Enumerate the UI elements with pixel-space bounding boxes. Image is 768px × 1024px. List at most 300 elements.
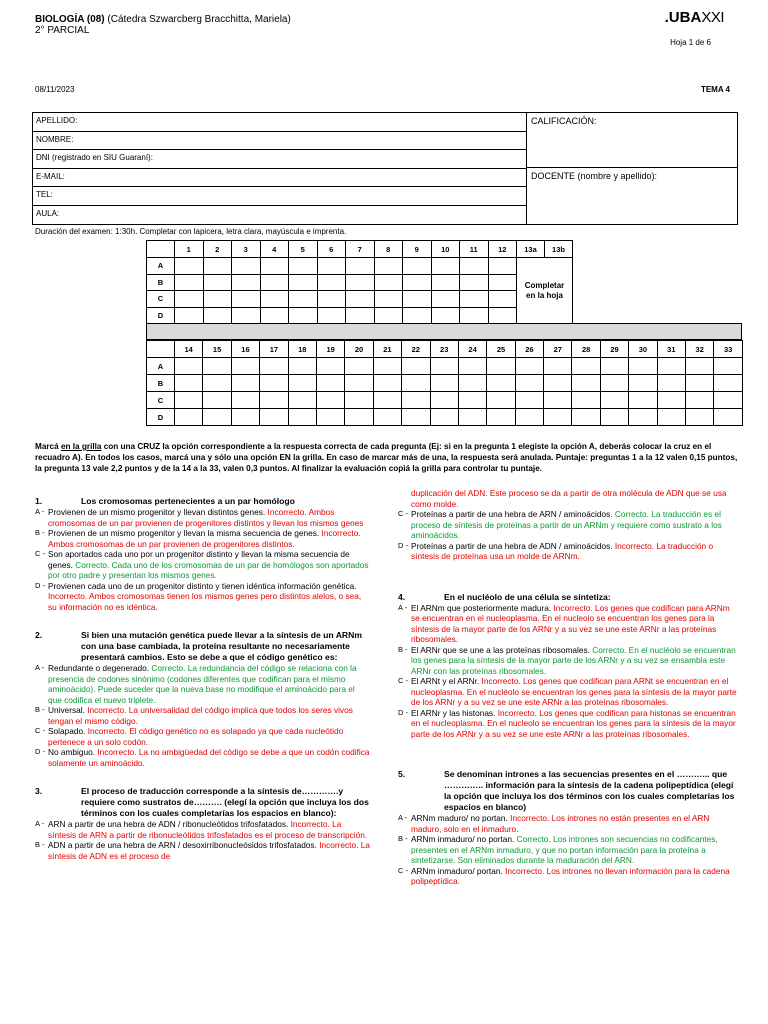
field-aula[interactable]: AULA: bbox=[36, 208, 60, 218]
grid1-cell[interactable] bbox=[289, 274, 318, 291]
grid1-corner bbox=[147, 241, 175, 258]
question-heading bbox=[35, 496, 370, 507]
grid1-cell[interactable] bbox=[431, 307, 460, 324]
answer-option bbox=[35, 507, 370, 528]
q3-remaining-options bbox=[398, 509, 740, 562]
grid2-cell[interactable] bbox=[373, 358, 401, 375]
grid1-cell[interactable] bbox=[203, 274, 232, 291]
grid2-row-label: C bbox=[147, 392, 175, 409]
grid2-cell[interactable] bbox=[686, 358, 714, 375]
grid1-cell[interactable] bbox=[260, 307, 289, 324]
grid2-row-label: A bbox=[147, 358, 175, 375]
grid1-cell[interactable] bbox=[289, 291, 318, 308]
grid2-col-15: 15 bbox=[203, 341, 231, 358]
grid2-cell[interactable] bbox=[600, 375, 628, 392]
grid1-cell[interactable] bbox=[175, 291, 204, 308]
question-number: 1. bbox=[35, 496, 43, 506]
grid2-cell[interactable] bbox=[487, 375, 515, 392]
grid1-cell[interactable] bbox=[346, 291, 375, 308]
grid2-header-row bbox=[147, 341, 743, 358]
option-letter: B - bbox=[35, 705, 45, 714]
grid2-cell[interactable] bbox=[600, 409, 628, 426]
grid2-cell[interactable] bbox=[260, 392, 288, 409]
grid2-cell[interactable] bbox=[657, 392, 685, 409]
grid2-col-32: 32 bbox=[686, 341, 714, 358]
question-3 bbox=[35, 786, 370, 861]
exam-date: 08/11/2023 bbox=[35, 85, 75, 94]
question-text: El proceso de traducción corresponde a la síntesis de………….y requiere como sustratos de………. (elegí la opción que incluya los dos términos con los cuales completarías los espacios en blanco): bbox=[81, 786, 369, 818]
question-number: 3. bbox=[35, 786, 43, 796]
option-text: El ARNt y el ARNr. Incorrecto. Los genes que codifican para ARNt se encuentran en el nucleoplasma. En el nucléolo se encuentran los genes para la síntesis de la mayor parte de los ARNr y a su vez se une este ARNr a las proteínas ribosomales. bbox=[411, 676, 737, 707]
grid1-cell[interactable] bbox=[403, 258, 432, 275]
grid2-cell[interactable] bbox=[714, 375, 742, 392]
grid1-cell[interactable] bbox=[403, 274, 432, 291]
grid2-cell[interactable] bbox=[288, 358, 316, 375]
grid1-col-13a: 13a bbox=[517, 241, 545, 258]
q3-continuation: duplicación del ADN. Este proceso se da a partir de otra molécula de ADN que se usa como molde. bbox=[411, 488, 727, 509]
field-calificacion[interactable]: CALIFICACIÓN: bbox=[527, 113, 737, 168]
grid2-cell[interactable] bbox=[260, 358, 288, 375]
grid2-cell[interactable] bbox=[345, 375, 373, 392]
grid1-cell[interactable] bbox=[175, 274, 204, 291]
question-number: 4. bbox=[398, 591, 406, 602]
grid2-col-25: 25 bbox=[487, 341, 515, 358]
grid2-cell[interactable] bbox=[430, 409, 458, 426]
grid2-cell[interactable] bbox=[402, 375, 430, 392]
grid2-cell[interactable] bbox=[458, 375, 486, 392]
grid2-row-C bbox=[147, 392, 743, 409]
grid1-cell[interactable] bbox=[431, 258, 460, 275]
question-heading bbox=[35, 630, 370, 663]
option-letter: C - bbox=[35, 726, 45, 735]
field-nombre[interactable]: NOMBRE: bbox=[33, 132, 526, 151]
grid2-cell[interactable] bbox=[373, 392, 401, 409]
question-heading bbox=[398, 592, 740, 603]
verdict-correct: Correcto. Los intrones son secuencias no codificantes, presentes en el ARNm inmaduro, y que no portan información para la proteína a sintetizarse. Son eliminados durante la maduración del ARN. bbox=[411, 834, 718, 865]
field-docente[interactable]: DOCENTE (nombre y apellido): bbox=[531, 171, 658, 181]
grid1-col-5: 5 bbox=[289, 241, 318, 258]
answer-option bbox=[398, 834, 740, 866]
option-text: ARNm maduro/ no portan. Incorrecto. Los intrones no están presentes en el ARN maduro, solo en el inmaduro. bbox=[411, 813, 710, 834]
grid1-cell[interactable] bbox=[488, 307, 517, 324]
grid2-cell[interactable] bbox=[316, 375, 344, 392]
grid2-cell[interactable] bbox=[714, 409, 742, 426]
grid2-cell[interactable] bbox=[231, 409, 259, 426]
grid2-cell[interactable] bbox=[260, 375, 288, 392]
grid2-cell[interactable] bbox=[430, 375, 458, 392]
grid1-cell[interactable] bbox=[317, 307, 346, 324]
grid1-header-row bbox=[147, 241, 573, 258]
grid2-col-20: 20 bbox=[345, 341, 373, 358]
option-letter: D - bbox=[398, 707, 408, 717]
grid2-cell[interactable] bbox=[629, 375, 657, 392]
grid1-cell[interactable] bbox=[232, 291, 261, 308]
grid2-cell[interactable] bbox=[657, 375, 685, 392]
option-letter: C - bbox=[398, 676, 408, 685]
grid2-cell[interactable] bbox=[402, 392, 430, 409]
grid2-cell[interactable] bbox=[402, 358, 430, 375]
grid1-cell[interactable] bbox=[460, 274, 489, 291]
option-text: El ARNm que posteriormente madura. Incorrecto. Los genes que codifican para ARNm se encuentran en el nucleoplasma. En el nucleolo se encuentran los genes para la síntesis de la mayor parte de los ARNr y a su vez se une este ARNr a las proteínas ribosomales. bbox=[411, 602, 730, 644]
grid2-cell[interactable] bbox=[203, 358, 231, 375]
grid1-cell[interactable] bbox=[232, 258, 261, 275]
field-email[interactable]: E-MAIL: bbox=[33, 169, 526, 188]
grid1-cell[interactable] bbox=[203, 258, 232, 275]
grid2-col-31: 31 bbox=[657, 341, 685, 358]
grid2-cell[interactable] bbox=[260, 409, 288, 426]
answer-option bbox=[398, 645, 740, 677]
grid1-col-9: 9 bbox=[403, 241, 432, 258]
grid2-cell[interactable] bbox=[175, 392, 203, 409]
verdict-incorrect: Incorrecto. El código genético no es solapado ya que cada nucleótido pertenece a un solo codón. bbox=[48, 726, 344, 747]
exam-tema: TEMA 4 bbox=[700, 85, 730, 94]
grid2-cell[interactable] bbox=[373, 375, 401, 392]
grid2-cell[interactable] bbox=[345, 392, 373, 409]
grid1-col-10: 10 bbox=[431, 241, 460, 258]
option-letter: A - bbox=[35, 663, 45, 672]
field-dni[interactable]: DNI (registrado en SIU Guaraní): bbox=[33, 150, 526, 169]
instructions: Marcá en la grilla con una CRUZ la opción correspondiente a la respuesta correcta de cada pregunta (Ej: si en la pregunta 1 elegiste la opción A, deberás colocar la cruz en el recuadro A). En todos los casos, marcá una y sólo una opción EN la grilla. En caso de marcar más de una, la respuesta será anulada. Puntaje: preguntas 1 a la 12 valen 0,15 puntos, la pregunta 13 vale 2,2 puntos y de la 14 a la 33, valen 0,3 puntos. Al finalizar la evaluación copiá la grilla para controlar tu puntaje. bbox=[35, 442, 738, 473]
grid1-cell[interactable] bbox=[346, 258, 375, 275]
grid2-col-23: 23 bbox=[430, 341, 458, 358]
answer-option bbox=[398, 541, 740, 562]
answer-option bbox=[35, 726, 370, 747]
option-text: ADN a partir de una hebra de ARN / desoxirribonucleósidos trifosfatados. Incorrecto. La síntesis de ADN es el proceso de bbox=[48, 840, 370, 861]
grid2-col-28: 28 bbox=[572, 341, 600, 358]
grid2-cell[interactable] bbox=[487, 392, 515, 409]
answer-option bbox=[35, 528, 370, 549]
grid2-cell[interactable] bbox=[629, 358, 657, 375]
option-letter: D - bbox=[398, 540, 408, 550]
grid2-cell[interactable] bbox=[544, 375, 572, 392]
grid1-cell[interactable] bbox=[403, 307, 432, 324]
course-name: BIOLOGÍA (08) bbox=[35, 14, 105, 25]
option-text: Proteínas a partir de una hebra de ARN / aminoácidos. Correcto. La traducción es el proceso de síntesis de proteínas a partir de un ARNm y requiere como sustrato a los aminoácidos. bbox=[411, 509, 722, 540]
option-letter: C - bbox=[398, 865, 408, 875]
grid2-cell[interactable] bbox=[345, 358, 373, 375]
grid1-col-13b: 13b bbox=[545, 241, 573, 258]
grid2-cell[interactable] bbox=[345, 409, 373, 426]
grid2-col-14: 14 bbox=[175, 341, 203, 358]
verdict-incorrect: Incorrecto. Los intrones no llevan información para la cadena polipeptídica. bbox=[411, 865, 730, 886]
grid2-cell[interactable] bbox=[600, 392, 628, 409]
grid1-col-7: 7 bbox=[346, 241, 375, 258]
grid1-cell[interactable] bbox=[232, 307, 261, 324]
grid1-col-11: 11 bbox=[460, 241, 489, 258]
grid1-cell[interactable] bbox=[460, 258, 489, 275]
grid2-cell[interactable] bbox=[316, 409, 344, 426]
instructions-underline: en la grilla bbox=[60, 442, 102, 451]
student-id-box bbox=[32, 112, 738, 225]
grid1-cell[interactable] bbox=[203, 291, 232, 308]
grid1-cell[interactable] bbox=[374, 258, 403, 275]
verdict-incorrect: Incorrecto. Los genes que codifican para ARNm se encuentran en el nucleoplasma. En el nucleolo se encuentran los genes para la síntesis de la mayor parte de los ARNr y a su vez se une este ARNr a las proteínas ribosomales. bbox=[411, 602, 730, 644]
grid-separator bbox=[146, 323, 742, 340]
grid2-cell[interactable] bbox=[515, 358, 543, 375]
grid2-row-label: D bbox=[147, 409, 175, 426]
question-text: Los cromosomas pertenecientes a un par homólogo bbox=[81, 496, 295, 506]
grid1-cell[interactable] bbox=[346, 307, 375, 324]
grid2-col-27: 27 bbox=[544, 341, 572, 358]
grid2-row-B bbox=[147, 375, 743, 392]
grid2-cell[interactable] bbox=[515, 409, 543, 426]
grid2-cell[interactable] bbox=[288, 375, 316, 392]
option-text: Provienen cada uno de un progenitor distinto y tienen idéntica información genética. Incorrecto. Ambos cromosomas tienen los mismos genes pero distintos alelos, o sea, su información no es idéntica. bbox=[48, 580, 362, 612]
grid1-row-label: C bbox=[147, 291, 175, 308]
grid1-cell[interactable] bbox=[175, 258, 204, 275]
grid2-cell[interactable] bbox=[458, 409, 486, 426]
grid2-cell[interactable] bbox=[686, 375, 714, 392]
verdict-incorrect: Incorrecto. Los genes que codifican para ARNt se encuentran en el nucleoplasma. En el nucléolo se encuentran los genes para la síntesis de la mayor parte de los ARNr y a su vez se une este ARNr a las proteínas ribosomales. bbox=[411, 676, 737, 707]
grid2-cell[interactable] bbox=[316, 392, 344, 409]
question-text: Se denominan intrones a las secuencias presentes en el ………... que ………….. información para la síntesis de la cadena polipeptídica (elegí la opción que incluya los dos términos con los cuales completarías los espacios en blanco) bbox=[444, 769, 735, 812]
grid2-col-29: 29 bbox=[600, 341, 628, 358]
option-text: ARNm inmaduro/ no portan. Correcto. Los intrones son secuencias no codificantes, presentes en el ARNm inmaduro, y que no portan información para la proteína a sintetizarse. Son eliminados durante la maduración del ARN. bbox=[411, 834, 718, 865]
verdict-incorrect: Incorrecto. Los genes que codifican para histonas se encuentran en el nucleoplasma. En el nucleolo se encuentran los genes para la síntesis de la mayor parte de los ARNr y a su vez se une este ARNr a las proteínas ribosomales. bbox=[411, 707, 736, 739]
grid2-cell[interactable] bbox=[231, 358, 259, 375]
verdict-correct: Correcto. En el nucléolo se encuentran los genes para la síntesis de la mayor parte de los ARNr y a su vez se ensambla este ARNr con las proteínas ribosomales. bbox=[411, 644, 736, 676]
grid2-cell[interactable] bbox=[515, 392, 543, 409]
answer-option bbox=[35, 663, 370, 705]
grid2-cell[interactable] bbox=[657, 358, 685, 375]
verdict-correct: Correcto. Cada uno de los cromosomas de un par de homólogos son aportados por otro padre y presentan los mismos genes. bbox=[48, 559, 369, 580]
grid1-note: Completar en la hoja bbox=[517, 258, 573, 324]
grid1-cell[interactable] bbox=[175, 307, 204, 324]
grid2-cell[interactable] bbox=[402, 409, 430, 426]
grid2-cell[interactable] bbox=[458, 392, 486, 409]
grid1-cell[interactable] bbox=[460, 291, 489, 308]
grid1-cell[interactable] bbox=[317, 274, 346, 291]
grid2-cell[interactable] bbox=[231, 375, 259, 392]
option-text: ARNm inmaduro/ portan. Incorrecto. Los intrones no llevan información para la cadena polipeptídica. bbox=[411, 865, 730, 886]
grid2-cell[interactable] bbox=[686, 392, 714, 409]
question-number: 5. bbox=[398, 769, 406, 779]
verdict-incorrect: Incorrecto. Ambos cromosomas tienen los mismos genes pero distintos alelos, o sea, su información no es idéntica. bbox=[48, 591, 362, 612]
grid2-cell[interactable] bbox=[458, 358, 486, 375]
grid2-cell[interactable] bbox=[629, 409, 657, 426]
grid1-row-D bbox=[147, 307, 573, 324]
verdict-incorrect: Incorrecto. Los intrones no están presentes en el ARN maduro, solo en el inmaduro. bbox=[411, 813, 710, 834]
grid2-cell[interactable] bbox=[487, 409, 515, 426]
question-4 bbox=[398, 592, 740, 740]
grid2-cell[interactable] bbox=[288, 392, 316, 409]
answer-option bbox=[35, 747, 370, 768]
grid2-cell[interactable] bbox=[430, 358, 458, 375]
grid1-cell[interactable] bbox=[260, 291, 289, 308]
grid1-cell[interactable] bbox=[232, 274, 261, 291]
grid2-cell[interactable] bbox=[629, 392, 657, 409]
verdict-incorrect: Incorrecto. Ambos cromosomas de un par provienen de progenitores distintos y llevan los mismos genes bbox=[48, 507, 364, 528]
grid2-cell[interactable] bbox=[487, 358, 515, 375]
grid2-cell[interactable] bbox=[600, 358, 628, 375]
grid1-row-label: B bbox=[147, 274, 175, 291]
question-number: 2. bbox=[35, 630, 43, 640]
grid2-col-30: 30 bbox=[629, 341, 657, 358]
grid2-cell[interactable] bbox=[515, 375, 543, 392]
grid2-cell[interactable] bbox=[175, 375, 203, 392]
answer-option bbox=[35, 581, 370, 613]
verdict-correct: Correcto. La redundancia del código se relaciona con la presencia de codones sinónimo (codones diferentes que codifican para el mismo aminoácido). Puede suceder que la nueva base no modifique el aminoácido para el que codifica el nuevo triplete. bbox=[48, 663, 357, 705]
field-apellido[interactable]: APELLIDO: bbox=[33, 113, 526, 132]
grid2-cell[interactable] bbox=[657, 409, 685, 426]
question-5 bbox=[398, 769, 740, 887]
answer-option bbox=[398, 813, 740, 834]
verdict-incorrect: Incorrecto. La traducción o síntesis de proteínas usa un molde de ARNm. bbox=[411, 540, 714, 561]
grid2-cell[interactable] bbox=[373, 409, 401, 426]
option-text: El ARNr que se une a las proteínas ribosomales. Correcto. En el nucléolo se encuentran los genes para la síntesis de la mayor parte de los ARNr y a su vez se ensambla este ARNr con las proteínas ribosomales. bbox=[411, 644, 736, 676]
grid2-col-16: 16 bbox=[231, 341, 259, 358]
option-letter: C - bbox=[35, 549, 45, 558]
questions-left-column bbox=[35, 496, 370, 872]
grid2-row-A bbox=[147, 358, 743, 375]
option-letter: A - bbox=[398, 602, 408, 612]
exam-duration: Duración del examen: 1:30h. Completar con lapicera, letra clara, mayúscula e imprenta. bbox=[35, 227, 347, 236]
grid2-cell[interactable] bbox=[544, 358, 572, 375]
grid2-cell[interactable] bbox=[231, 392, 259, 409]
option-letter: D - bbox=[35, 747, 45, 756]
grid1-row-label: A bbox=[147, 258, 175, 275]
answer-option bbox=[398, 603, 740, 645]
answer-option bbox=[35, 549, 370, 581]
grid1-cell[interactable] bbox=[374, 291, 403, 308]
grid2-cell[interactable] bbox=[686, 409, 714, 426]
answer-option bbox=[398, 509, 740, 541]
course-header bbox=[35, 14, 291, 36]
answer-option bbox=[398, 866, 740, 887]
exam-name: 2° PARCIAL bbox=[35, 25, 90, 36]
grid1-cell[interactable] bbox=[289, 307, 318, 324]
answer-option bbox=[35, 819, 370, 840]
grid1-cell[interactable] bbox=[317, 291, 346, 308]
grid1-cell[interactable] bbox=[374, 274, 403, 291]
grid2-col-24: 24 bbox=[458, 341, 486, 358]
option-text: Redundante o degenerado. Correcto. La redundancia del código se relaciona con la presencia de codones sinónimo (codones diferentes que codifican para el mismo aminoácido). Puede suceder que la nueva base no modifique el aminoácido para el que codifica el nuevo triplete. bbox=[48, 663, 357, 705]
grid2-cell[interactable] bbox=[714, 392, 742, 409]
grid2-cell[interactable] bbox=[572, 409, 600, 426]
grid2-col-22: 22 bbox=[402, 341, 430, 358]
answer-grid-1 bbox=[146, 240, 573, 324]
grid2-cell[interactable] bbox=[714, 358, 742, 375]
answer-grid-2 bbox=[146, 340, 743, 426]
answer-option bbox=[35, 705, 370, 726]
questions-right-column bbox=[398, 488, 740, 898]
verdict-correct: Correcto. La traducción es el proceso de síntesis de proteínas a partir de un ARNm y requiere como sustrato a los aminoácidos. bbox=[411, 509, 722, 540]
grid1-cell[interactable] bbox=[403, 291, 432, 308]
grid1-row-A bbox=[147, 258, 573, 275]
grid2-row-D bbox=[147, 409, 743, 426]
grid2-cell[interactable] bbox=[316, 358, 344, 375]
grid2-cell[interactable] bbox=[572, 375, 600, 392]
grid2-cell[interactable] bbox=[175, 358, 203, 375]
option-letter: B - bbox=[398, 834, 408, 843]
grid1-cell[interactable] bbox=[317, 258, 346, 275]
option-letter: B - bbox=[35, 528, 45, 537]
option-text: Provienen de un mismo progenitor y llevan la misma secuencia de genes. Incorrecto. Ambos cromosomas de un par provienen de progenitores distintos. bbox=[48, 528, 361, 549]
option-text: El ARNr y las histonas. Incorrecto. Los genes que codifican para histonas se encuentran en el nucleoplasma. En el nucleolo se encuentran los genes para la síntesis de la mayor parte de los ARNr y a su vez se une este ARNr a las proteínas ribosomales. bbox=[411, 707, 736, 739]
grid2-cell[interactable] bbox=[572, 358, 600, 375]
answer-option bbox=[398, 708, 740, 740]
verdict-incorrect: Incorrecto. La no ambigüedad del código se debe a que un codón codifica solamente un aminoácido. bbox=[48, 747, 370, 768]
grid1-cell[interactable] bbox=[203, 307, 232, 324]
verdict-incorrect: Incorrecto. La universalidad del código implica que todos los seres vivos tengan el mismo código. bbox=[48, 705, 353, 726]
grid1-col-12: 12 bbox=[488, 241, 517, 258]
grid2-col-17: 17 bbox=[260, 341, 288, 358]
question-heading bbox=[35, 786, 370, 819]
grading-fields bbox=[527, 113, 737, 224]
grid1-cell[interactable] bbox=[488, 258, 517, 275]
grid2-cell[interactable] bbox=[203, 409, 231, 426]
grid2-cell[interactable] bbox=[288, 409, 316, 426]
grid1-col-6: 6 bbox=[317, 241, 346, 258]
grid1-cell[interactable] bbox=[431, 274, 460, 291]
grid1-col-8: 8 bbox=[374, 241, 403, 258]
grid1-cell[interactable] bbox=[460, 307, 489, 324]
grid1-cell[interactable] bbox=[346, 274, 375, 291]
grid2-cell[interactable] bbox=[572, 392, 600, 409]
option-letter: B - bbox=[398, 644, 408, 654]
option-letter: B - bbox=[35, 840, 45, 849]
field-tel[interactable]: TEL: bbox=[33, 187, 526, 206]
option-letter: C - bbox=[398, 509, 408, 518]
option-letter: A - bbox=[398, 813, 408, 822]
grid1-cell[interactable] bbox=[488, 274, 517, 291]
grid2-row-label: B bbox=[147, 375, 175, 392]
grid1-cell[interactable] bbox=[289, 258, 318, 275]
grid1-cell[interactable] bbox=[374, 307, 403, 324]
option-letter: A - bbox=[35, 819, 45, 828]
grid1-cell[interactable] bbox=[431, 291, 460, 308]
questions-right bbox=[398, 592, 740, 887]
option-text: No ambiguo. Incorrecto. La no ambigüedad del código se debe a que un codón codifica solamente un aminoácido. bbox=[48, 747, 370, 768]
grid2-corner bbox=[147, 341, 175, 358]
verdict-incorrect: Incorrecto. Ambos cromosomas de un par provienen de progenitores distintos. bbox=[48, 528, 361, 549]
student-fields bbox=[33, 113, 527, 224]
grid2-cell[interactable] bbox=[544, 392, 572, 409]
grid2-col-18: 18 bbox=[288, 341, 316, 358]
option-text: Son aportados cada uno por un progenitor distinto y llevan la misma secuencia de genes. Correcto. Cada uno de los cromosomas de un par de homólogos son aportados por otro padre y presentan los mismos genes. bbox=[48, 549, 369, 580]
grid2-cell[interactable] bbox=[175, 409, 203, 426]
option-text: Proteínas a partir de una hebra de ADN / aminoácidos. Incorrecto. La traducción o síntesis de proteínas usa un molde de ARNm. bbox=[411, 540, 714, 561]
grid1-cell[interactable] bbox=[488, 291, 517, 308]
course-chair: (Cátedra Szwarcberg Bracchitta, Mariela) bbox=[104, 14, 291, 25]
grid1-cell[interactable] bbox=[260, 274, 289, 291]
verdict-incorrect: Incorrecto. La síntesis de ARN a partir de ribonucleótidos trifosfatados es el proceso de transcripción. bbox=[48, 819, 368, 840]
verdict-incorrect: Incorrecto. La síntesis de ADN es el proceso de bbox=[48, 840, 370, 861]
question-1 bbox=[35, 496, 370, 612]
grid1-col-2: 2 bbox=[203, 241, 232, 258]
option-text: Universal. Incorrecto. La universalidad del código implica que todos los seres vivos tengan el mismo código. bbox=[48, 705, 353, 726]
question-heading bbox=[398, 769, 740, 813]
grid1-col-3: 3 bbox=[232, 241, 261, 258]
answer-option bbox=[398, 676, 740, 708]
grid2-col-19: 19 bbox=[316, 341, 344, 358]
grid2-cell[interactable] bbox=[203, 375, 231, 392]
grid1-col-4: 4 bbox=[260, 241, 289, 258]
uba-logo: .UBAXXI bbox=[664, 9, 724, 26]
question-text: En el nucléolo de una célula se sintetiza: bbox=[444, 591, 611, 602]
grid1-row-C bbox=[147, 291, 573, 308]
grid2-cell[interactable] bbox=[544, 409, 572, 426]
grid2-col-21: 21 bbox=[373, 341, 401, 358]
grid1-cell[interactable] bbox=[260, 258, 289, 275]
option-letter: A - bbox=[35, 507, 45, 516]
answer-option bbox=[35, 840, 370, 861]
question-text: Si bien una mutación genética puede llevar a la síntesis de un ARNm con una base cambiada, la proteína resultante no necesariamente presentará cambios. Esto se debe a que el código genético es: bbox=[81, 630, 362, 662]
grid2-cell[interactable] bbox=[203, 392, 231, 409]
option-text: ARN a partir de una hebra de ADN / ribonucleótidos trifosfatados. Incorrecto. La síntesis de ARN a partir de ribonucleótidos trifosfatados es el proceso de transcripción. bbox=[48, 819, 368, 840]
grid2-cell[interactable] bbox=[430, 392, 458, 409]
option-text: Solapado. Incorrecto. El código genético no es solapado ya que cada nucleótido pertenece a un solo codón. bbox=[48, 726, 344, 747]
